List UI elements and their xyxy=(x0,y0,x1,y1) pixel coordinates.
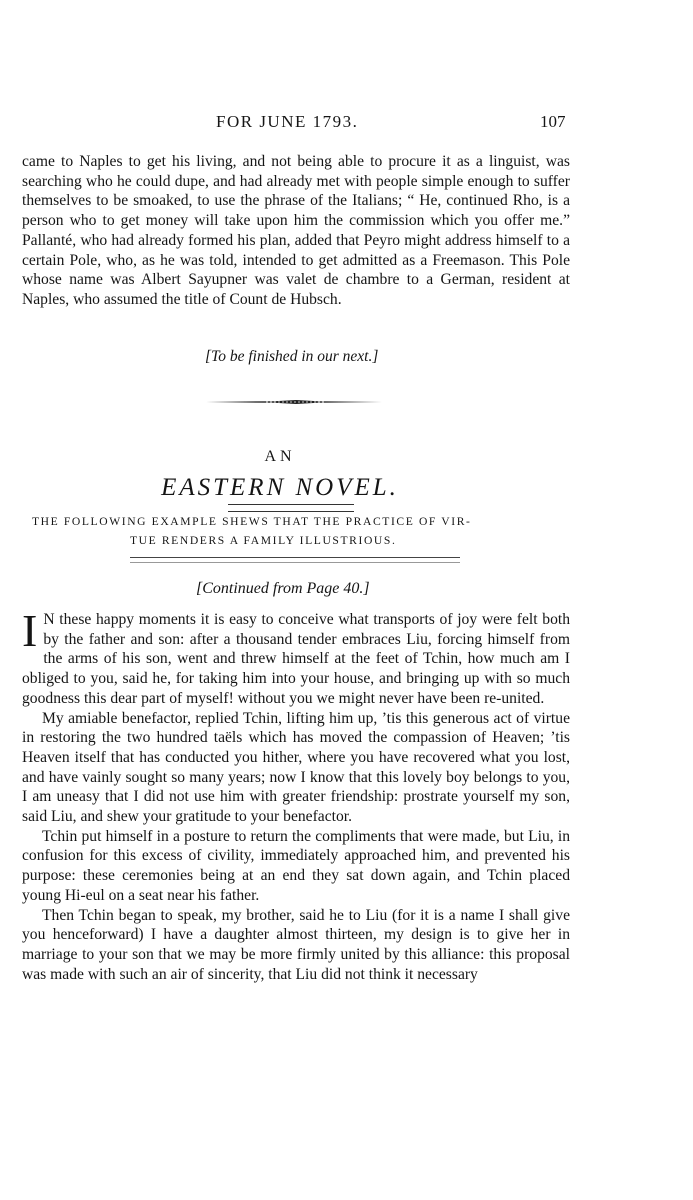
paragraph-text: N these happy moments it is easy to conceive what transports of joy were felt both by the father and son: after a thousand tender embraces Liu, forcing himself from the arms of his son, went and threw himself at the feet of Tchin, how much am I obliged to you, said he, for taking him into your house, and bringing up with so much goodness this dear part of myself! without you we might never have been re-united. xyxy=(22,611,570,707)
article-paragraph: Then Tchin began to speak, my brother, said he to Liu (for it is a name I shall give you henceforward) I have a daughter almost thirteen, my design is to give her in marriage to your son that we may be more firmly united by this alliance: this proposal was made with such an air of sincerity, that Liu did not think it necessary xyxy=(22,906,570,983)
continuation-note: [To be finished in our next.] xyxy=(205,348,379,365)
drop-cap: I xyxy=(22,605,38,656)
article-paragraph xyxy=(22,605,570,709)
subtitle-rule xyxy=(130,557,460,563)
article-paragraph: My amiable benefactor, replied Tchin, lifting him up, ’tis this generous act of virtue in restoring the two hundred taëls which has moved the compassion of Heaven; ’tis Heaven itself that has conducted you hither, where you have recovered what you lost, and have vainly sought so many years; now I know that this lovely boy belongs to you, I am uneasy that I did not use him with greater friendship: prostrate yourself my son, said Liu, and shew your gratitude to your benefactor. xyxy=(22,709,570,826)
previous-article-text xyxy=(22,152,570,310)
article-kicker: AN xyxy=(264,448,296,465)
article-body xyxy=(22,605,570,984)
subtitle-line-1: THE FOLLOWING EXAMPLE SHEWS THAT THE PRACTICE OF VIR- xyxy=(32,515,472,528)
running-head xyxy=(0,112,693,136)
subtitle-line-2: TUE RENDERS A FAMILY ILLUSTRIOUS. xyxy=(130,534,397,547)
article-subtitle xyxy=(32,512,564,550)
continued-note: [Continued from Page 40.] xyxy=(196,580,370,597)
article-title: EASTERN NOVEL. xyxy=(161,474,399,501)
article-paragraph: Tchin put himself in a posture to return the compliments that were made, but Liu, in confusion for this excess of civility, immediately approached him, and prevented his purpose: these ceremonies being at an end they sat down again, and Tchin placed young Hi-eul on a seat near his father. xyxy=(22,827,570,904)
running-title: FOR JUNE 1793. xyxy=(216,112,359,131)
previous-article-paragraph: came to Naples to get his living, and not being able to procure it as a linguist, was searching who he could dupe, and had already met with people simple enough to suffer themselves to be smoaked, to use the phrase of the Italians; “ He, continued Rho, is a person who to get money will take upon him the commission which you offer me.” Pallanté, who had already formed his plan, added that Peyro might address himself to a certain Pole, who, as he was told, intended to get admitted as a Freemason. This Pole whose name was Albert Sayupner was valet de chambre to a German, resident at Naples, who assumed the title of Count de Hubsch. xyxy=(22,153,570,308)
ornament-divider xyxy=(204,398,388,406)
title-rule xyxy=(228,504,354,512)
page-number: 107 xyxy=(540,112,566,131)
